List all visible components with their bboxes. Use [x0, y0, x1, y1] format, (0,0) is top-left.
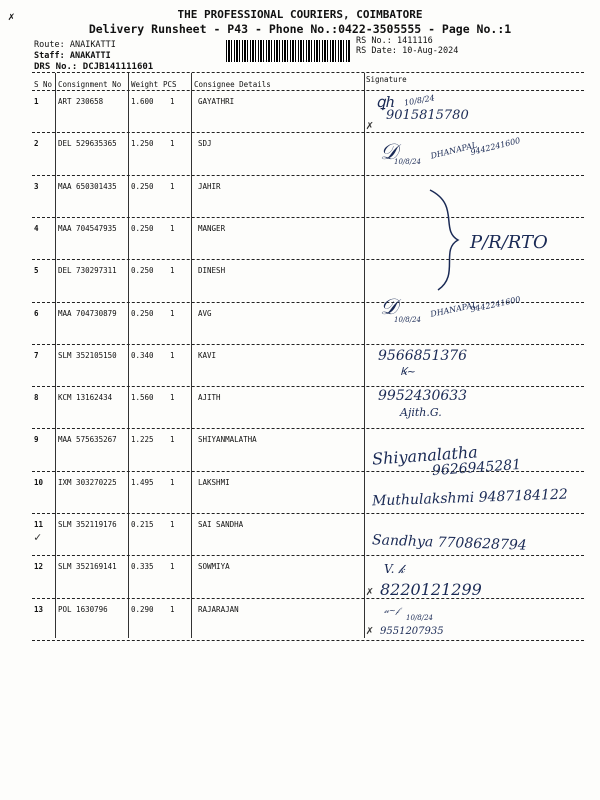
row-sno: 6	[34, 308, 39, 318]
signature-12: V. 𝓀	[384, 562, 405, 576]
row-weight: 1.225	[131, 435, 154, 445]
row-divider	[32, 217, 584, 218]
col-consignment: Consignment No	[58, 80, 122, 89]
row-consignee: DINESH	[198, 266, 226, 276]
sig9-phone: 9626945281	[431, 456, 522, 480]
rs-date-line	[356, 46, 458, 56]
row-weight: 0.250	[131, 223, 154, 233]
row-pcs: 1	[170, 350, 175, 360]
tick-mark-13: ✗	[366, 623, 374, 637]
col-line-3	[191, 73, 192, 638]
row-weight: 1.600	[131, 97, 154, 106]
row-consignment: MAA 575635267	[58, 435, 117, 445]
header-rule-bottom	[32, 90, 584, 91]
signature-2: 𝒟	[380, 140, 398, 165]
row-consignee: AVG	[198, 308, 212, 318]
row-weight: 0.215	[131, 520, 154, 529]
row-divider	[32, 344, 584, 345]
row-weight: 0.250	[131, 266, 154, 276]
row-divider	[32, 555, 584, 556]
row-consignee: JAHIR	[198, 181, 221, 191]
row-consignee: LAKSHMI	[198, 477, 230, 487]
row-consignee: MANGER	[198, 223, 226, 233]
row-divider	[32, 175, 584, 176]
row-consignment: MAA 650301435	[58, 181, 117, 191]
row-consignment: SLM 352119176	[58, 520, 117, 529]
row-consignment: KCM 13162434	[58, 393, 113, 403]
sig1-phone: 9015815780	[386, 108, 469, 123]
col-pcs: PCS	[163, 80, 177, 89]
row-sno: 12	[34, 562, 44, 572]
col-signature: Signature	[366, 75, 407, 84]
row-pcs: 1	[170, 223, 175, 233]
row-sno: 5	[34, 266, 39, 276]
row-pcs: 1	[170, 520, 175, 529]
sig6-phone: 9442241600	[469, 294, 522, 315]
barcode	[226, 40, 350, 62]
header-rule-top	[32, 72, 584, 73]
row-consignment: SLM 352169141	[58, 562, 117, 572]
row-weight: 1.560	[131, 393, 154, 403]
row-weight: 0.250	[131, 308, 154, 318]
row-sno: 7	[34, 350, 39, 360]
row-divider	[32, 598, 584, 599]
signature-1: ꝗh	[376, 93, 396, 111]
row-sno: 11	[34, 520, 44, 529]
row-consignment: MAA 704730879	[58, 308, 117, 318]
sig2-date: 10/8/24	[394, 158, 421, 166]
drs-label: DRS No.:	[34, 62, 78, 72]
row-pcs: 1	[170, 266, 175, 276]
row-consignment: POL 1630796	[58, 604, 108, 614]
rs-no-value: 1411116	[396, 36, 433, 46]
row-consignee: SHIYANMALATHA	[198, 435, 257, 445]
row-weight: 1.250	[131, 139, 154, 149]
row-pcs: 1	[170, 393, 175, 403]
tick-mark-12: ✗	[366, 584, 374, 598]
staff-line	[34, 51, 111, 61]
row-divider	[32, 259, 584, 260]
row-weight: 1.495	[131, 477, 154, 487]
sig12-phone: 8220121299	[380, 580, 482, 599]
row-weight: 0.340	[131, 350, 154, 360]
sig11-text: Sandhya 7708628794	[371, 532, 527, 554]
signature-13: 𝓃~𝒻	[384, 606, 400, 615]
route-value: ANAIKATTI	[69, 40, 116, 50]
row-divider	[32, 428, 584, 429]
row-weight: 0.290	[131, 604, 154, 614]
row-consignee: SDJ	[198, 139, 212, 149]
row-consignment: SLM 352105150	[58, 350, 117, 360]
row-sno: 10	[34, 477, 44, 487]
row-pcs: 1	[170, 604, 175, 614]
row-consignee: GAYATHRI	[198, 97, 235, 106]
col-line-2	[128, 73, 129, 638]
row-consignment: IXM 303270225	[58, 477, 117, 487]
bracket-note: P/R/RTO	[470, 232, 548, 253]
row-consignee: KAVI	[198, 350, 217, 360]
row-sno: 3	[34, 181, 39, 191]
row-pcs: 1	[170, 477, 175, 487]
row-consignment: DEL 730297311	[58, 266, 117, 276]
row-consignee: AJITH	[198, 393, 221, 403]
row-consignment: ART 230658	[58, 97, 104, 106]
col-weight: Weight	[131, 80, 159, 89]
row-sno: 2	[34, 139, 39, 149]
sig8-phone: 9952430633	[378, 388, 468, 404]
rs-no-line	[356, 36, 433, 46]
row-divider	[32, 132, 584, 133]
rs-date-value: 10-Aug-2024	[402, 46, 459, 56]
sig13-phone: 9551207935	[380, 626, 444, 637]
row-sno: 9	[34, 435, 39, 445]
sig8-name: Ajith.G.	[400, 406, 442, 419]
row-weight: 0.335	[131, 562, 154, 572]
row-sno: 8	[34, 393, 39, 403]
runsheet-title: Delivery Runsheet - P43 - Phone No.:0422-3505555 - Page No.:1	[88, 22, 512, 36]
row-pcs: 1	[170, 97, 175, 106]
sig2-phone: 9442241600	[469, 135, 522, 158]
col-consignee: Consignee Details	[194, 80, 271, 89]
route-line	[34, 40, 116, 50]
row-pcs: 1	[170, 139, 175, 149]
sig1-date: 10/8/24	[403, 93, 436, 108]
sig10-text: Muthulakshmi 9487184122	[371, 486, 569, 510]
rs-date-label: RS Date:	[356, 46, 397, 56]
staff-value: ANAKATTI	[69, 51, 111, 61]
row-divider	[32, 640, 584, 641]
row-divider	[32, 513, 584, 514]
row-consignee: SOWMIYA	[198, 562, 230, 572]
staff-label: Staff:	[34, 51, 65, 61]
corner-mark: ✗	[8, 10, 15, 23]
sig13-date: 10/8/24	[406, 614, 433, 622]
row-pcs: 1	[170, 181, 175, 191]
row-sno: 13	[34, 604, 44, 614]
drs-line	[34, 62, 153, 72]
bracket-mark	[420, 185, 470, 295]
row-sno: 1	[34, 97, 39, 106]
row-weight: 0.250	[131, 181, 154, 191]
company-title: THE PROFESSIONAL COURIERS, COIMBATORE	[177, 8, 423, 21]
col-line-1	[55, 73, 56, 638]
row-consignment: MAA 704547935	[58, 223, 117, 233]
row-pcs: 1	[170, 435, 175, 445]
sig9-name: Shiyanalatha	[371, 442, 479, 469]
row-pcs: 1	[170, 562, 175, 572]
col-line-4	[364, 73, 365, 638]
signature-6: 𝒟	[380, 295, 398, 320]
row-sno: 4	[34, 223, 39, 233]
tick-mark-1: ✗	[366, 118, 374, 132]
route-label: Route:	[34, 40, 65, 50]
sig6-date: 10/8/24	[394, 316, 421, 324]
row-consignment: DEL 529635365	[58, 139, 117, 149]
tick-mark-11: ✓	[34, 530, 42, 544]
drs-value: DCJB141111601	[82, 62, 154, 72]
row-consignee: RAJARAJAN	[198, 604, 239, 614]
row-divider	[32, 386, 584, 387]
sig7-phone: 9566851376	[378, 348, 468, 364]
col-sno: S No	[34, 80, 53, 89]
row-consignee: SAI SANDHA	[198, 520, 244, 529]
sig2-name: DHANAPAL	[429, 140, 479, 161]
sig6-name: DHANAPAL	[429, 300, 479, 319]
rs-no-label: RS No.:	[356, 36, 392, 46]
signature-7: Ꝃ~	[400, 365, 417, 378]
row-pcs: 1	[170, 308, 175, 318]
